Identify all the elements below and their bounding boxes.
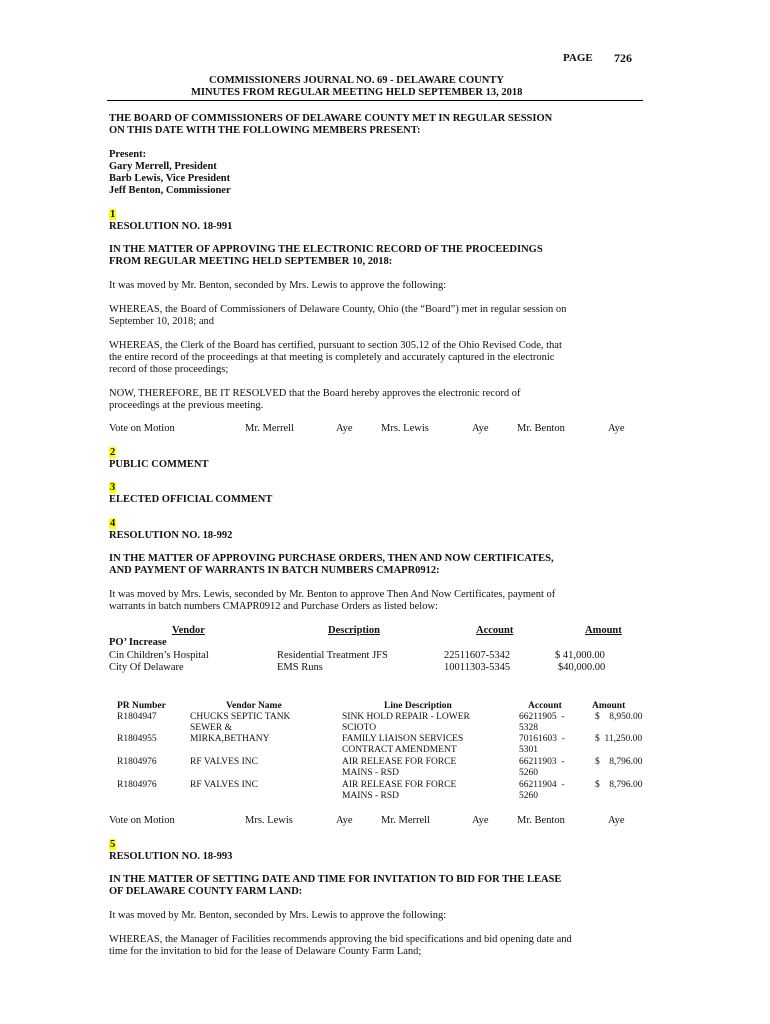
table2-row1-desc-line2: SCIOTO xyxy=(342,723,377,733)
item-number-3: 3 xyxy=(110,482,116,493)
table2-row2-vendor-line1: MIRKA,BETHANY xyxy=(190,734,270,744)
table1-row2-account: 10011303-5345 xyxy=(444,662,511,673)
table2-row3-acct-line2: 5260 xyxy=(519,768,538,778)
item-number-5: 5 xyxy=(110,839,116,850)
item4-motion-line2: warrants in batch numbers CMAPR0912 and Purchase Orders as listed below: xyxy=(109,601,438,612)
intro-line1: THE BOARD OF COMMISSIONERS OF DELAWARE COUNTY MET IN REGULAR SESSION xyxy=(109,113,553,124)
resolution-18-992: RESOLUTION NO. 18-992 xyxy=(109,530,233,541)
table2-row2-acct-line1: 70161603 - xyxy=(519,734,565,744)
table2-header-pr-number: PR Number xyxy=(117,701,166,711)
item5-title-line2: OF DELAWARE COUNTY FARM LAND: xyxy=(109,886,303,897)
journal-header-line1: COMMISSIONERS JOURNAL NO. 69 - DELAWARE COUNTY xyxy=(209,75,504,86)
table2-row4-desc-line1: AIR RELEASE FOR FORCE xyxy=(342,780,457,790)
resolution-18-993: RESOLUTION NO. 18-993 xyxy=(109,851,233,862)
table1-header-account: Account xyxy=(476,625,514,636)
member-president: Gary Merrell, President xyxy=(109,161,217,172)
item1-whereas1-line2: September 10, 2018; and xyxy=(109,316,214,327)
table1-row2-amount: $40,000.00 xyxy=(558,662,606,673)
table1-subhead: PO’ Increase xyxy=(109,637,167,648)
public-comment-heading: PUBLIC COMMENT xyxy=(109,459,209,470)
table2-row1-acct-line2: 5328 xyxy=(519,723,538,733)
item4-vote-voter2: Mr. Merrell xyxy=(381,815,430,826)
present-label: Present: xyxy=(109,149,147,160)
table2-row2-acct-line2: 5301 xyxy=(519,745,538,755)
page-number: 726 xyxy=(614,51,632,65)
table1-header-description: Description xyxy=(328,625,380,636)
item5-whereas-line1: WHEREAS, the Manager of Facilities recommends approving the bid specifications and bid opening date and xyxy=(109,934,572,945)
item4-vote-label: Vote on Motion xyxy=(109,815,175,826)
table2-row2-pr: R1804955 xyxy=(117,734,157,744)
item-number-4: 4 xyxy=(110,518,116,529)
table2-row4-amount: $ 8,796.00 xyxy=(595,780,643,790)
table2-row4-acct-line1: 66211904 - xyxy=(519,780,565,790)
table2-header-vendor-name: Vendor Name xyxy=(226,701,282,711)
table2-row1-amount: $ 8,950.00 xyxy=(595,712,643,722)
item1-vote-voter1: Mr. Merrell xyxy=(245,423,294,434)
item1-vote-voter2: Mrs. Lewis xyxy=(381,423,429,434)
item1-resolved-line1: NOW, THEREFORE, BE IT RESOLVED that the Board hereby approves the electronic record of xyxy=(109,388,521,399)
member-commissioner: Jeff Benton, Commissioner xyxy=(109,185,231,196)
table2-row4-desc-line2: MAINS - RSD xyxy=(342,791,400,801)
member-vice-president: Barb Lewis, Vice President xyxy=(109,173,231,184)
page-label: PAGE xyxy=(563,52,593,64)
table2-row3-pr: R1804976 xyxy=(117,757,157,767)
item4-vote-voter1: Mrs. Lewis xyxy=(245,815,293,826)
table2-row4-acct-line2: 5260 xyxy=(519,791,538,801)
item-number-2: 2 xyxy=(110,447,116,458)
item1-title-line1: IN THE MATTER OF APPROVING THE ELECTRONIC RECORD OF THE PROCEEDINGS xyxy=(109,244,543,255)
item1-vote-voter3: Mr. Benton xyxy=(517,423,565,434)
item1-vote-label: Vote on Motion xyxy=(109,423,175,434)
item1-whereas2-line2: the entire record of the proceedings at that meeting is completely and accurately captured in the electronic xyxy=(109,352,555,363)
table2-row4-vendor-line1: RF VALVES INC xyxy=(190,780,258,790)
item1-whereas2-line1: WHEREAS, the Clerk of the Board has certified, pursuant to section 305.12 of the Ohio Revised Code, that xyxy=(109,340,562,351)
item1-whereas1-line1: WHEREAS, the Board of Commissioners of Delaware County, Ohio (the “Board”) met in regular session on xyxy=(109,304,567,315)
item1-title-line2: FROM REGULAR MEETING HELD SEPTEMBER 10, 2018: xyxy=(109,256,393,267)
item4-vote-aye1: Aye xyxy=(336,815,353,826)
item5-whereas-line2: time for the invitation to bid for the lease of Delaware County Farm Land; xyxy=(109,946,422,957)
table2-row3-desc-line2: MAINS - RSD xyxy=(342,768,400,778)
table1-header-amount: Amount xyxy=(585,625,622,636)
item4-vote-aye2: Aye xyxy=(472,815,489,826)
item1-motion-text: It was moved by Mr. Benton, seconded by Mrs. Lewis to approve the following: xyxy=(109,280,447,291)
table1-row2-vendor: City Of Delaware xyxy=(109,662,184,673)
item1-vote-aye3: Aye xyxy=(608,423,625,434)
table2-row4-pr: R1804976 xyxy=(117,780,157,790)
resolution-18-991: RESOLUTION NO. 18-991 xyxy=(109,221,233,232)
journal-header-line2: MINUTES FROM REGULAR MEETING HELD SEPTEMBER 13, 2018 xyxy=(191,87,523,98)
table2-row1-pr: R1804947 xyxy=(117,712,157,722)
table2-header-account: Account xyxy=(528,701,562,711)
item4-motion-line1: It was moved by Mrs. Lewis, seconded by Mr. Benton to approve Then And Now Certificates, payment of xyxy=(109,589,556,600)
table2-header-amount: Amount xyxy=(592,701,626,711)
header-rule xyxy=(107,100,643,101)
table1-row1-vendor: Cin Children’s Hospital xyxy=(109,650,209,661)
item4-vote-voter3: Mr. Benton xyxy=(517,815,565,826)
item1-resolved-line2: proceedings at the previous meeting. xyxy=(109,400,264,411)
item4-title-line1: IN THE MATTER OF APPROVING PURCHASE ORDERS, THEN AND NOW CERTIFICATES, xyxy=(109,553,554,564)
table1-row1-amount: $ 41,000.00 xyxy=(555,650,605,661)
table2-row3-amount: $ 8,796.00 xyxy=(595,757,643,767)
item1-vote-aye1: Aye xyxy=(336,423,353,434)
item5-title-line1: IN THE MATTER OF SETTING DATE AND TIME FOR INVITATION TO BID FOR THE LEASE xyxy=(109,874,562,885)
table2-row1-vendor-line1: CHUCKS SEPTIC TANK xyxy=(190,712,291,722)
table2-row2-amount: $ 11,250.00 xyxy=(595,734,643,744)
item4-title-line2: AND PAYMENT OF WARRANTS IN BATCH NUMBERS CMAPR0912: xyxy=(109,565,440,576)
table2-row3-acct-line1: 66211903 - xyxy=(519,757,565,767)
table2-row2-desc-line2: CONTRACT AMENDMENT xyxy=(342,745,457,755)
table2-row1-desc-line1: SINK HOLD REPAIR - LOWER xyxy=(342,712,470,722)
item1-vote-aye2: Aye xyxy=(472,423,489,434)
elected-official-comment-heading: ELECTED OFFICIAL COMMENT xyxy=(109,494,273,505)
table2-row1-vendor-line2: SEWER & xyxy=(190,723,232,733)
item-number-1: 1 xyxy=(110,209,116,220)
table1-row1-account: 22511607-5342 xyxy=(444,650,511,661)
intro-line2: ON THIS DATE WITH THE FOLLOWING MEMBERS PRESENT: xyxy=(109,125,421,136)
table1-row1-description: Residential Treatment JFS xyxy=(277,650,388,661)
table2-row3-desc-line1: AIR RELEASE FOR FORCE xyxy=(342,757,457,767)
item1-whereas2-line3: record of those proceedings; xyxy=(109,364,229,375)
table2-row2-desc-line1: FAMILY LIAISON SERVICES xyxy=(342,734,464,744)
table2-header-line-description: Line Description xyxy=(384,701,452,711)
item5-motion-text: It was moved by Mr. Benton, seconded by Mrs. Lewis to approve the following: xyxy=(109,910,447,921)
table1-row2-description: EMS Runs xyxy=(277,662,323,673)
item4-vote-aye3: Aye xyxy=(608,815,625,826)
table2-row3-vendor-line1: RF VALVES INC xyxy=(190,757,258,767)
table2-row1-acct-line1: 66211905 - xyxy=(519,712,565,722)
table1-header-vendor: Vendor xyxy=(172,625,205,636)
